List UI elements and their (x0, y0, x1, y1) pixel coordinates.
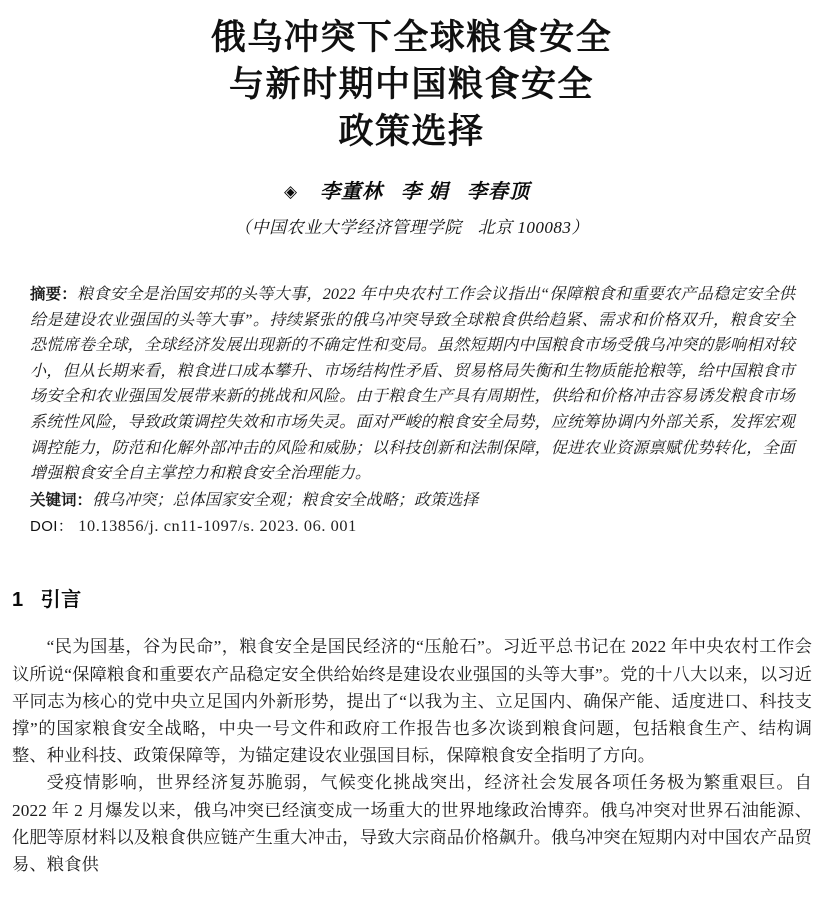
affiliation-city: 北京 (477, 218, 513, 237)
page-title-line-2: 与新时期中国粮食安全 (228, 64, 594, 105)
affiliation (0, 216, 823, 239)
doi-value[interactable]: 10.13856/j. cn11-1097/s. 2023. 06. 001 (78, 516, 357, 536)
abstract-label: 摘要： (30, 286, 77, 303)
author-name-1: 李董林 (320, 181, 384, 203)
abstract-block (30, 282, 795, 539)
page-title-line-3: 政策选择 (338, 111, 485, 152)
section-number: 1 (12, 589, 24, 612)
doi-line (30, 513, 795, 539)
page-title-line-1: 俄乌冲突下全球粮食安全 (210, 17, 613, 58)
paper-title-block (0, 0, 823, 155)
doi-label: DOI： (30, 518, 74, 536)
affiliation-postcode: 100083） (517, 218, 589, 237)
keywords-line (30, 488, 795, 514)
body-paragraph-2: 受疫情影响，世界经济复苏脆弱，气候变化挑战突出，经济社会发展各项任务极为繁重艰巨。自 2022 年 2 月爆发以来，俄乌冲突已经演变成一场重大的世界地缘政治博弈。俄乌冲突对世界石油能源、化肥等原材料以及粮食供应链产生重大冲击，导致大宗商品价格飙升。俄乌冲突在短期内对中国农产品贸易、粮食供 (12, 773, 812, 874)
section-title: 引言 (40, 589, 82, 612)
keywords-text: 俄乌冲突；总体国家安全观；粮食安全战略；政策选择 (92, 491, 479, 509)
body-paragraph-1: “民为国基，谷为民命”，粮食安全是国民经济的“压舱石”。习近平总书记在 2022 年中央农村工作会议所说“保障粮食和重要农产品稳定安全供给始终是建设农业强国的头等大事”。党的十八大以来，以习近平同志为核心的党中央立足国内外新形势，提出了“以我为主、立足国内、确保产能、适度进口、科技支撑”的国家粮食安全战略，中央一号文件和政府工作报告也多次谈到粮食问题，包括粮食生产、结构调整、种业科技、政策保障等，为锚定建设农业强国目标，保障粮食安全指明了方向。 (12, 637, 812, 766)
author-list (0, 179, 823, 205)
keywords-label: 关键词： (30, 491, 93, 509)
section-body (12, 633, 812, 878)
author-name-2: 李 娟 (401, 181, 450, 203)
section-heading-1 (12, 586, 823, 614)
author-name-3: 李春顶 (467, 181, 531, 203)
affiliation-institution: （中国农业大学经济管理学院 (234, 218, 462, 237)
abstract-text: 粮食安全是治国安邦的头等大事，2022 年中央农村工作会议指出“保障粮食和重要农产品稳定安全供给是建设农业强国的头等大事”。持续紧张的俄乌冲突导致全球粮食供给趋紧、需求和价格双升，粮食安全恐慌席卷全球，全球经济发展出现新的不确定性和变局。虽然短期内中国粮食市场受俄乌冲突的影响相对较小，但从长期来看，粮食进口成本攀升、市场结构性矛盾、贸易格局失衡和生物质能抢粮等，给中国粮食市场安全和农业强国发展带来新的挑战和风险。由于粮食生产具有周期性，供给和价格冲击容易诱发粮食市场系统性风险，导致政策调控失效和市场失灵。面对严峻的粮食安全局势，应统筹协调内外部关系，发挥宏观调控能力，防范和化解外部冲击的风险和威胁；以科技创新和法制保障，促进农业资源禀赋优势转化，全面增强粮食安全自主掌控力和粮食安全治理能力。 (30, 286, 795, 483)
diamond-bullet-icon: ◈ (283, 182, 298, 201)
abstract-paragraph (30, 282, 795, 487)
